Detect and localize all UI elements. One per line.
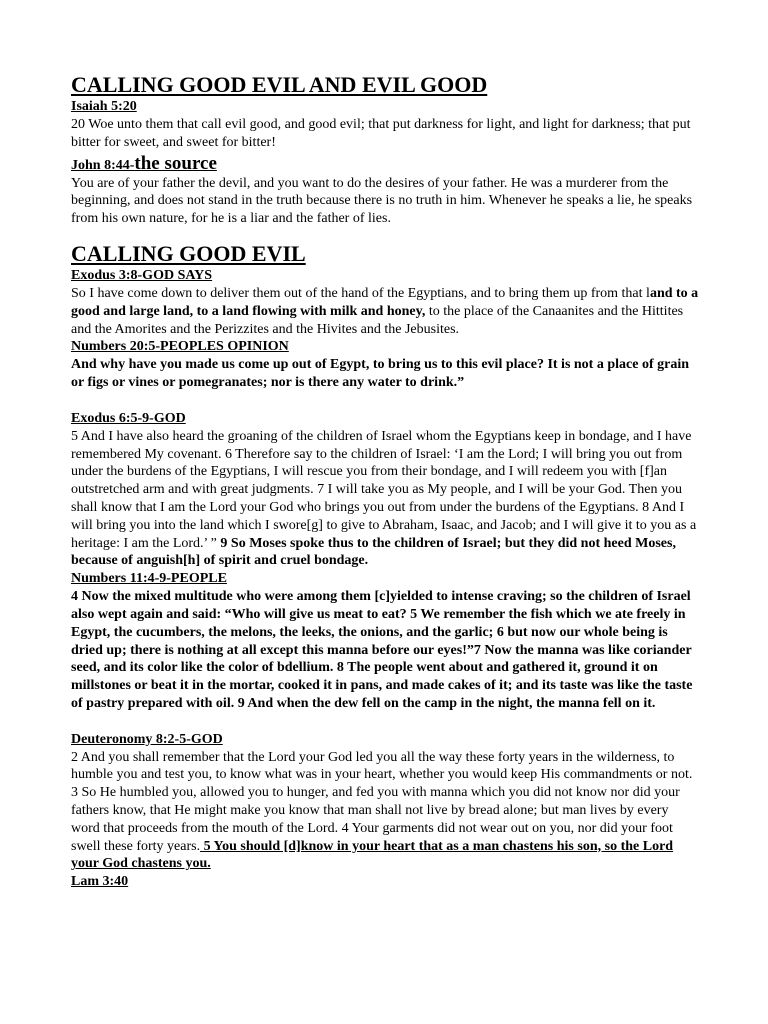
exodus-6-text-bold: 9 So Moses spoke thus to the children of Israel; but they did not heed Moses, because of anguish[h] of spirit and cruel bondage. [71, 535, 676, 569]
spacer [71, 713, 699, 731]
exodus-3-passage [71, 285, 699, 338]
deuteronomy-text-bold: 5 You should [d]know in your heart that as a man chastens his son, so the Lord your God chastens you. [71, 838, 674, 872]
numbers-11-passage: 4 Now the mixed multitude who were among them [c]yielded to intense craving; so the children of Israel also wept again and said: “Who will give us meat to eat? 5 We remember the fish which we ate freely in Egypt, the cucumbers, the melons, the leeks, the onions, and the garlic; 6 but now our whole being is dried up; there is nothing at all except this manna before our eyes!”7 Now the manna was like coriander seed, and its color like the color of bdellium. 8 The people went about and gathered it, ground it on millstones or beat it in the mortar, cooked it in pans, and made cakes of it; and its taste was like the taste of pastry prepared with oil. 9 And when the dew fell on the camp in the night, the manna fell on it. [71, 589, 693, 711]
section-title: CALLING GOOD EVIL [71, 240, 306, 266]
john-reference-prefix: John 8:44- [71, 157, 135, 173]
deuteronomy-passage [71, 749, 699, 874]
deuteronomy-reference: Deuteronomy 8:2-5-GOD [71, 731, 223, 747]
numbers-11-reference: Numbers 11:4-9-PEOPLE [71, 571, 227, 587]
exodus-3-text-bold: and to a good and large land, to a land flowing with milk and honey, [71, 285, 699, 319]
numbers-20-reference: Numbers 20:5-PEOPLES OPINION [71, 339, 289, 355]
john-passage: You are of your father the devil, and you want to do the desires of your father. He was a murderer from the beginning, and does not stand in the truth because there is no truth in him. Whenever he speaks a lie, he speaks from his own nature, for he is a liar and the father of lies. [71, 175, 693, 227]
exodus-3-text-c: to the place of the Canaanites and the Hittites and the Amorites and the Perizzites and the Hivites and the Jebusites. [71, 303, 684, 337]
isaiah-passage: 20 Woe unto them that call evil good, and good evil; that put darkness for light, and light for darkness; that put bitter for sweet, and sweet for bitter! [71, 117, 691, 150]
exodus-6-reference: Exodus 6:5-9-GOD [71, 410, 186, 426]
document-page [71, 72, 699, 891]
numbers-20-passage: And why have you made us come up out of Egypt, to bring us to this evil place? It is not a place of grain or figs or vines or pomegranates; nor is there any water to drink.” [71, 357, 689, 391]
exodus-6-text-a: 5 And I have also heard the groaning of the children of Israel whom the Egyptians keep in bondage, and I have remembered My covenant. 6 Therefore say to the children of Israel: ‘I am the Lord; I will bring you out from under the burdens of the Egyptians, I will rescue you from their bondage, and I will redeem you with [f]an outstretched arm and with great judgments. 7 I will take you as My people, and I will be your God. Then you shall know that I am the Lord your God who brings you out from under the burdens of the Egyptians. 8 And I will bring you into the land which I swore[g] to give to Abraham, Isaac, and Jacob; and I will give it to you as a heritage: I am the Lord.’ ” [71, 428, 697, 551]
main-title: CALLING GOOD EVIL AND EVIL GOOD [71, 72, 488, 97]
spacer [71, 392, 699, 410]
isaiah-reference: Isaiah 5:20 [71, 99, 137, 114]
deuteronomy-text-a: 2 And you shall remember that the Lord your God led you all the way these forty years in the wilderness, to humble you and test you, to know what was in your heart, whether you would keep His commandments or not. 3 So He humbled you, allowed you to hunger, and fed you with manna which you did not know nor did your fathers know, that He might make you know that man shall not live by bread alone; but man lives by every word that proceeds from the mouth of the Lord. 4 Your garments did not wear out on you, nor did your foot swell these forty years. [71, 749, 693, 854]
lamentations-reference: Lam 3:40 [71, 874, 129, 890]
exodus-3-reference: Exodus 3:8-GOD SAYS [71, 267, 213, 283]
john-reference-suffix: the source [134, 152, 217, 174]
john-reference [71, 152, 699, 175]
exodus-6-passage [71, 428, 699, 570]
exodus-3-text-a: So I have come down to deliver them out of the hand of the Egyptians, and to bring them up from that l [71, 285, 650, 301]
